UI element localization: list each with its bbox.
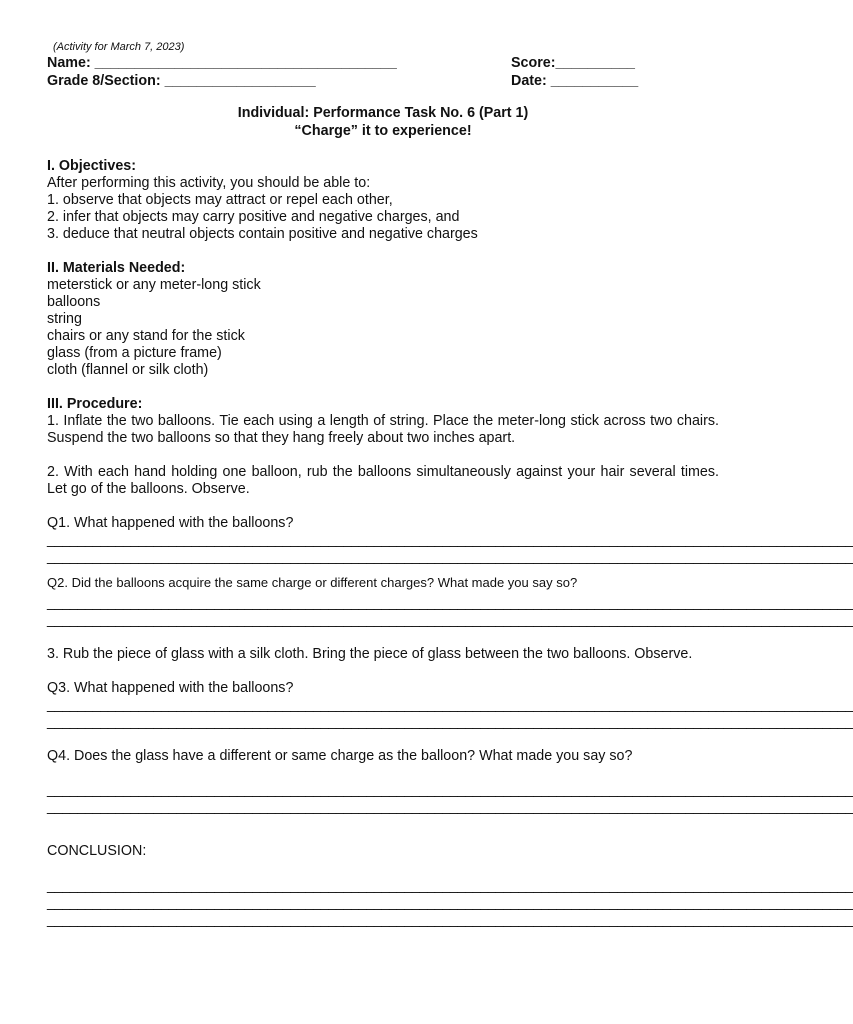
material-item: chairs or any stand for the stick: [47, 328, 245, 344]
answer-line[interactable]: __________________________________________________________________________________________________________: [47, 595, 853, 611]
question-2: Q2. Did the balloons acquire the same charge or different charges? What made you say so?: [47, 575, 578, 590]
answer-line[interactable]: __________________________________________________________________________________________________________: [47, 799, 853, 815]
header-row-1: [47, 54, 719, 72]
objective-item: 1. observe that objects may attract or repel each other,: [47, 192, 393, 208]
header-row-2: [47, 72, 719, 90]
objectives-heading: I. Objectives:: [47, 158, 136, 174]
answer-line[interactable]: __________________________________________________________________________________________________________: [47, 697, 853, 713]
material-item: meterstick or any meter-long stick: [47, 277, 261, 293]
question-4: Q4. Does the glass have a different or same charge as the balloon? What made you say so?: [47, 748, 633, 764]
worksheet-page: [47, 41, 853, 929]
procedure-step-1: 1. Inflate the two balloons. Tie each using a length of string. Place the meter-long stick across two chairs. Suspend the two balloons so that they hang freely about two inches apart.: [47, 413, 719, 446]
answer-line[interactable]: __________________________________________________________________________________________________________: [47, 895, 853, 911]
answer-line[interactable]: __________________________________________________________________________________________________________: [47, 878, 853, 894]
task-subtitle: “Charge” it to experience!: [294, 123, 472, 139]
procedure-step-2: 2. With each hand holding one balloon, rub the balloons simultaneously against your hair several times. Let go of the balloons. Observe.: [47, 464, 719, 497]
name-field: Name: ______________________________________: [47, 55, 397, 71]
material-item: glass (from a picture frame): [47, 345, 222, 361]
answer-line[interactable]: __________________________________________________________________________________________________________: [47, 782, 853, 798]
material-item: cloth (flannel or silk cloth): [47, 362, 209, 378]
score-field: Score:__________: [511, 55, 636, 71]
question-1: Q1. What happened with the balloons?: [47, 515, 294, 531]
material-item: balloons: [47, 294, 101, 310]
objective-item: 2. infer that objects may carry positive and negative charges, and: [47, 209, 460, 225]
conclusion-heading: CONCLUSION:: [47, 843, 147, 859]
task-title: Individual: Performance Task No. 6 (Part 1): [237, 105, 529, 121]
answer-line[interactable]: __________________________________________________________________________________________________________: [47, 549, 853, 565]
objectives-intro: After performing this activity, you should be able to:: [47, 175, 371, 191]
procedure-heading: III. Procedure:: [47, 396, 143, 412]
grade-section-field: Grade 8/Section: ___________________: [47, 73, 316, 89]
answer-line[interactable]: __________________________________________________________________________________________________________: [47, 912, 853, 928]
question-3: Q3. What happened with the balloons?: [47, 680, 294, 696]
objective-item: 3. deduce that neutral objects contain positive and negative charges: [47, 226, 478, 242]
answer-line[interactable]: __________________________________________________________________________________________________________: [47, 714, 853, 730]
materials-heading: II. Materials Needed:: [47, 260, 186, 276]
answer-line[interactable]: __________________________________________________________________________________________________________: [47, 532, 853, 548]
date-field: Date: ___________: [511, 73, 639, 89]
material-item: string: [47, 311, 82, 327]
answer-line[interactable]: __________________________________________________________________________________________________________: [47, 612, 853, 628]
procedure-step-3: 3. Rub the piece of glass with a silk cloth. Bring the piece of glass between the two balloons. Observe.: [47, 646, 693, 662]
activity-date: (Activity for March 7, 2023): [53, 41, 185, 53]
